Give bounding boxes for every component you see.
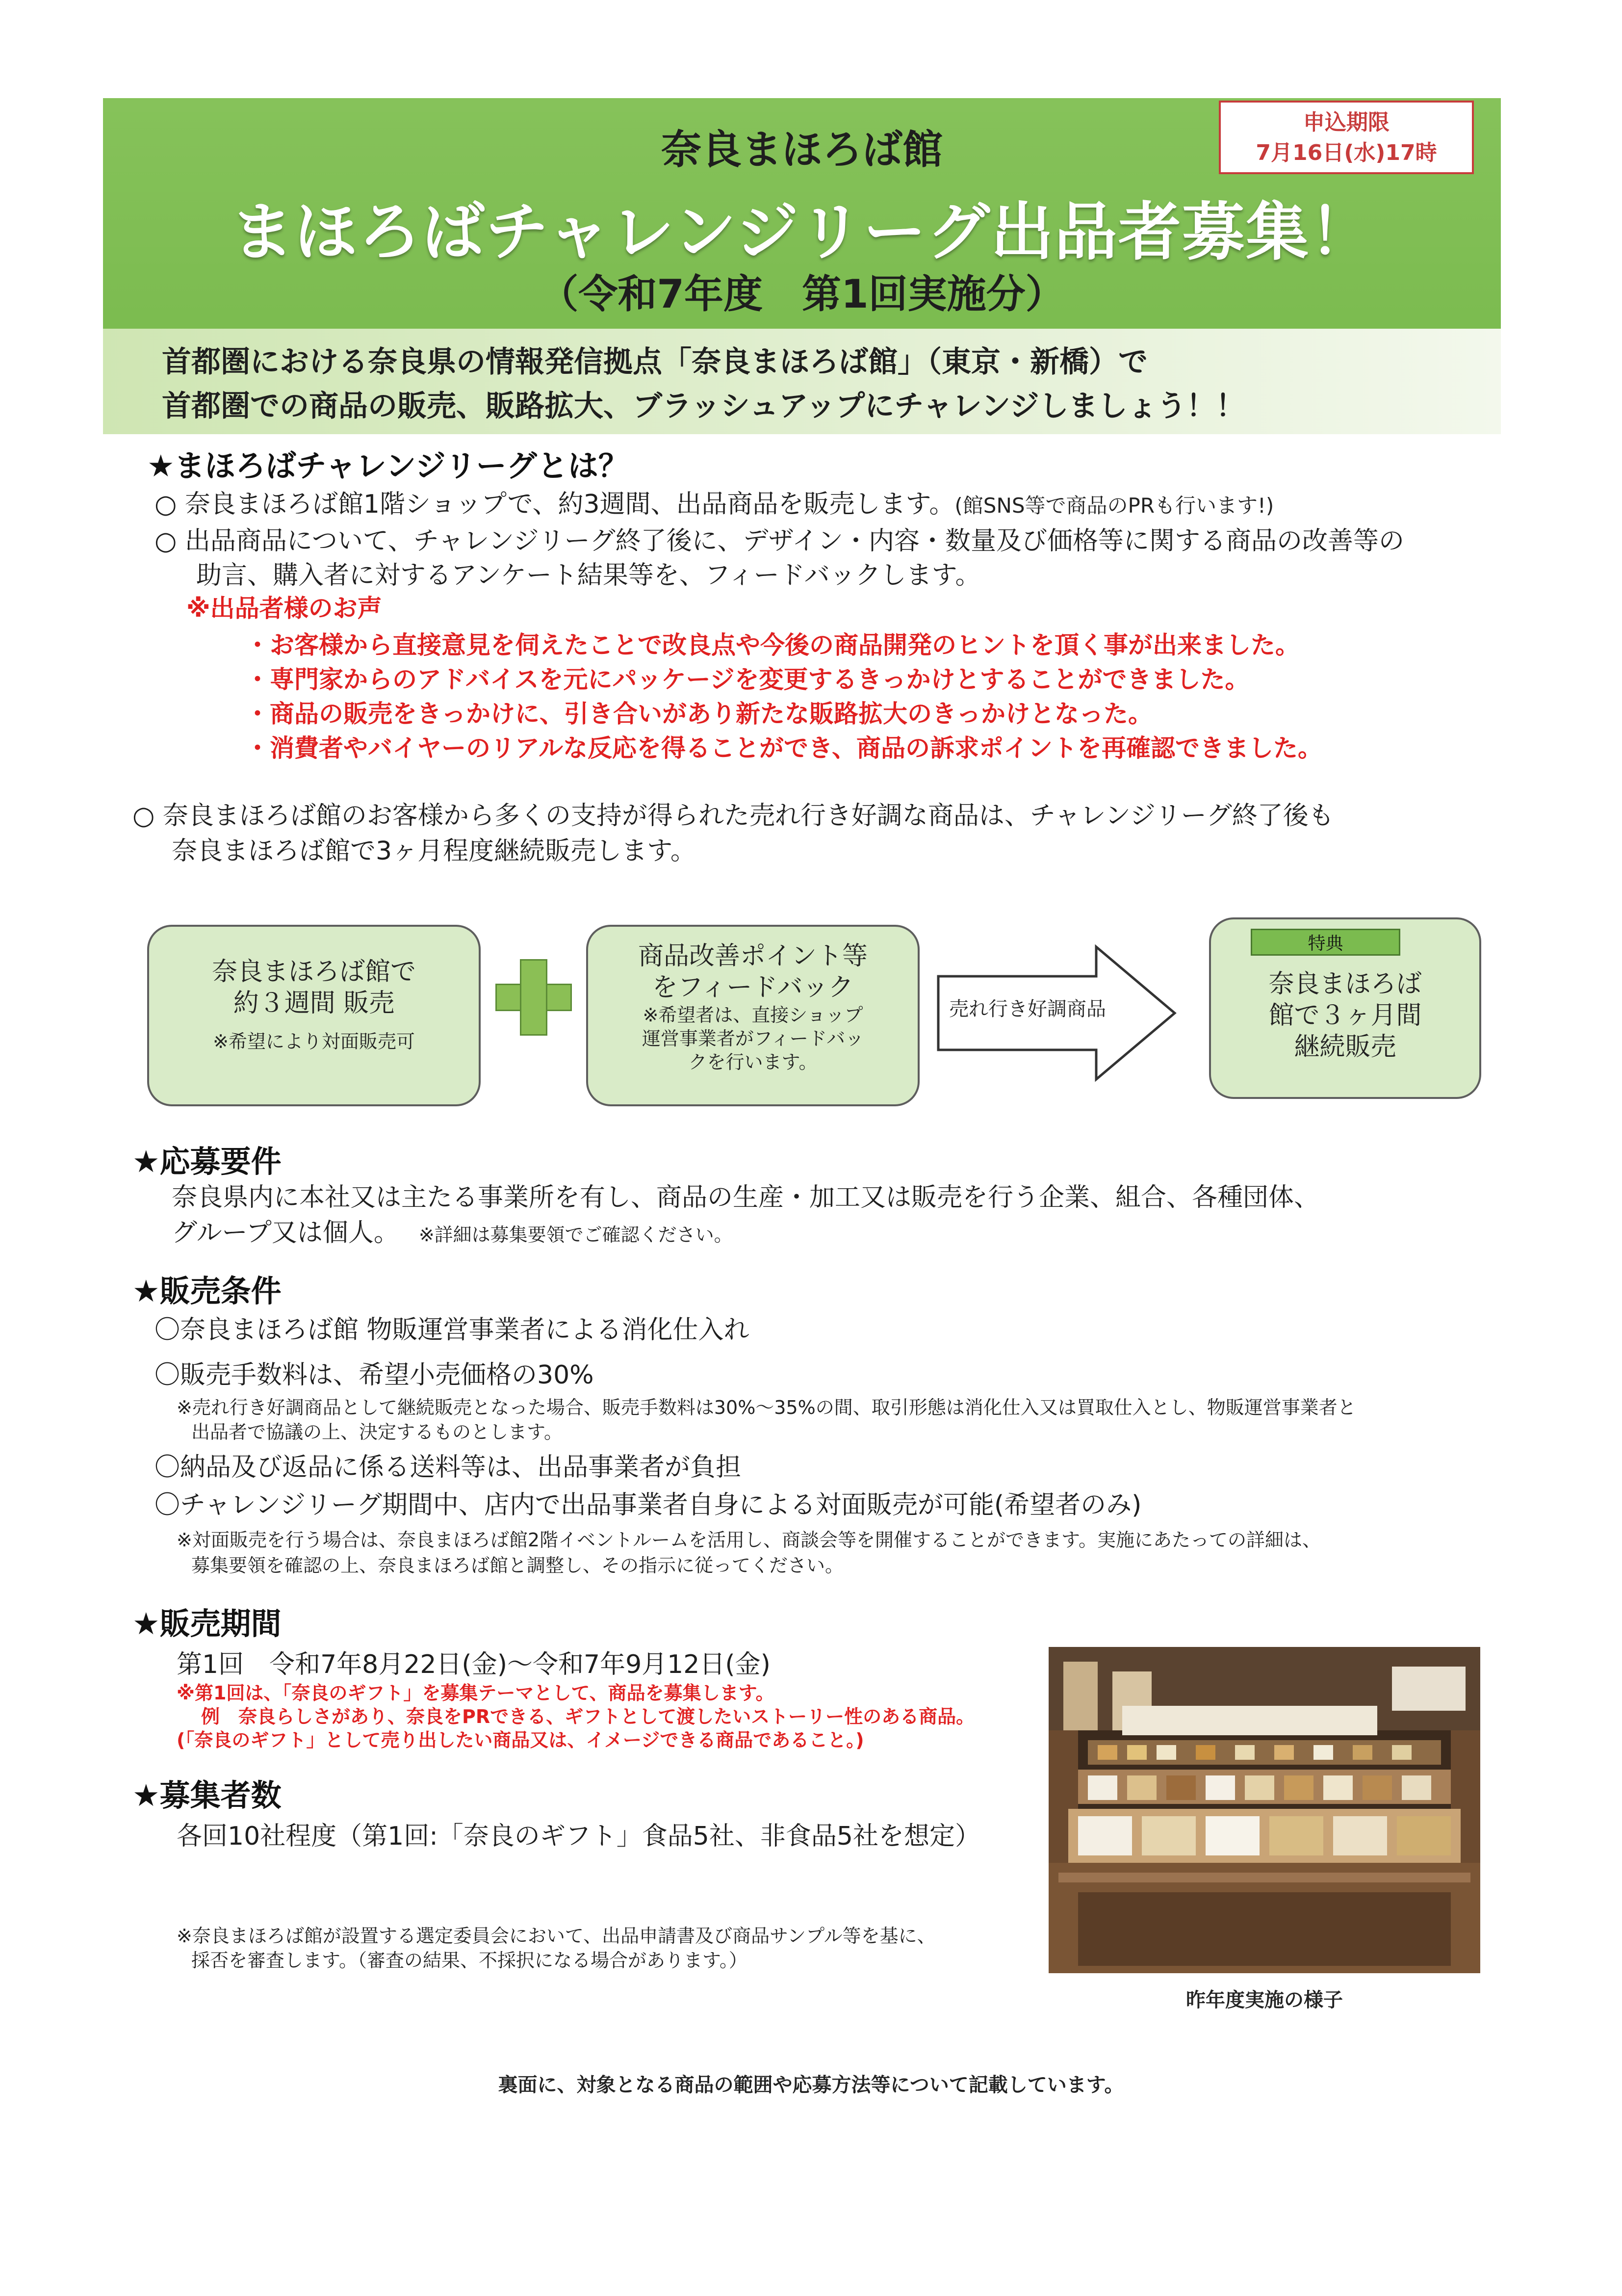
period-note-1: ※第1回は、「奈良のギフト」を募集テーマとして、商品を募集します。	[177, 1682, 774, 1704]
conditions-item-4: 〇チャレンジリーグ期間中、店内で出品事業者自身による対面販売が可能(希望者のみ)	[154, 1490, 1142, 1520]
about-item-3-line-1: ○ 奈良まほろば館のお客様から多くの支持が得られた売れ行き好調な商品は、チャレンジリーグ終了後も	[132, 801, 1334, 831]
recruit-heading: ★募集者数	[132, 1777, 282, 1813]
conditions-item-1: 〇奈良まほろば館 物販運営事業者による消化仕入れ	[154, 1315, 749, 1345]
intro-line-2: 首都圏での商品の販売、販路拡大、ブラッシュアップにチャレンジしましょう！！	[162, 389, 1245, 423]
flow-box-sales	[147, 925, 481, 1106]
period-line: 第1回 令和7年8月22日(金)～令和7年9月12日(金)	[177, 1650, 771, 1679]
about-heading: ★まほろばチャレンジリーグとは？	[147, 448, 629, 484]
about-item-1-note: (館SNS等で商品のPRも行います!)	[954, 494, 1274, 518]
photo-caption: 昨年度実施の様子	[1186, 1989, 1343, 2011]
flow-box-continue-line-2: 館で３ヶ月間	[1268, 1001, 1422, 1030]
conditions-item-4-note-1: ※対面販売を行う場合は、奈良まほろば館2階イベントルームを活用し、商談会等を開催することができます。実施にあたっての詳細は、	[177, 1529, 1321, 1551]
period-heading: ★販売期間	[132, 1606, 282, 1642]
flow-box-continue-line-3: 継続販売	[1294, 1032, 1396, 1062]
flow-box-feedback-note-1: ※希望者は、直接ショップ	[643, 1004, 863, 1026]
voice-item: ・お客様から直接意見を伺えたことで改良点や今後の商品開発のヒントを頂く事が出来ました。	[245, 631, 1300, 659]
flow-box-feedback-note-3: クを行います。	[688, 1051, 818, 1073]
conditions-item-4-note-2: 募集要領を確認の上、奈良まほろば館と調整し、その指示に従ってください。	[191, 1555, 844, 1576]
about-item-3-line-2: 奈良まほろば館で3ヶ月程度継続販売します。	[172, 836, 696, 866]
page-subtitle: （令和7年度 第1回実施分）	[539, 271, 1065, 317]
deadline-date: 7月16日(水)17時	[1256, 140, 1437, 165]
voice-item: ・商品の販売をきっかけに、引き合いがあり新たな販路拡大のきっかけとなった。	[245, 700, 1153, 728]
conditions-item-3: 〇納品及び返品に係る送料等は、出品事業者が負担	[154, 1453, 742, 1482]
voice-item: ・専門家からのアドバイスを元にパッケージを変更するきっかけとすることができました。	[245, 665, 1250, 694]
voice-heading: ※出品者様のお声	[186, 594, 382, 623]
arrow-label: 売れ行き好調商品	[949, 998, 1106, 1020]
requirements-line-2	[172, 1212, 733, 1249]
flow-box-sales-line-2: 約３週間 販売	[233, 989, 395, 1018]
about-item-2-line-2: 助言、購入者に対するアンケート結果等を、フィードバックします。	[196, 561, 981, 590]
conditions-item-2-note-2: 出品者で協議の上、決定するものとします。	[191, 1421, 563, 1443]
flow-box-feedback	[586, 925, 920, 1106]
requirements-line-1: 奈良県内に本社又は主たる事業所を有し、商品の生産・加工又は販売を行う企業、組合、各種団体、	[172, 1183, 1320, 1212]
page-title: まほろばチャレンジリーグ出品者募集！	[231, 196, 1373, 269]
intro-line-1: 首都圏における奈良県の情報発信拠点「奈良まほろば館」（東京・新橋）で	[162, 345, 1148, 379]
conditions-item-2: 〇販売手数料は、希望小売価格の30%	[154, 1360, 594, 1390]
recruit-note-1: ※奈良まほろば館が設置する選定委員会において、出品申請書及び商品サンプル等を基に、	[177, 1925, 936, 1947]
flow-box-feedback-line-2: をフィードバック	[652, 973, 854, 1002]
requirements-note: ※詳細は募集要領でご確認ください。	[418, 1224, 733, 1246]
recruit-note-2: 採否を審査します。（審査の結果、不採択になる場合があります。）	[191, 1950, 747, 1971]
flow-box-continue-line-1: 奈良まほろば	[1268, 969, 1422, 999]
about-item-1	[154, 483, 1274, 520]
recruit-line: 各回10社程度（第1回:「奈良のギフト」食品5社、非食品5社を想定）	[177, 1822, 980, 1851]
deadline-label: 申込期限	[1303, 110, 1390, 135]
flow-box-sales-note: ※希望により対面販売可	[213, 1031, 415, 1052]
period-note-2: 例 奈良らしさがあり、奈良をPRできる、ギフトとして渡したいストーリー性のある商品。	[201, 1706, 975, 1727]
footer-note: 裏面に、対象となる商品の範囲や応募方法等について記載しています。	[498, 2074, 1124, 2096]
flow-box-feedback-line-1: 商品改善ポイント等	[638, 941, 868, 971]
bonus-badge: 特典	[1251, 929, 1400, 956]
conditions-item-2-note-1: ※売れ行き好調商品として継続販売となった場合、販売手数料は30%～35%の間、取引形態は消化仕入又は買取仕入とし、物販運営事業者と	[177, 1397, 1356, 1418]
requirements-line-2-text: グループ又は個人。	[172, 1218, 399, 1248]
deadline-badge	[1219, 101, 1474, 174]
plus-icon	[520, 959, 547, 1036]
flow-box-feedback-note-2: 運営事業者がフィードバッ	[642, 1028, 864, 1049]
period-note-3: (「奈良のギフト」として売り出したい商品又は、イメージできる商品であること。)	[177, 1729, 864, 1751]
requirements-heading: ★応募要件	[132, 1144, 282, 1179]
venue-name: 奈良まほろば館	[661, 127, 943, 173]
shop-photo	[1049, 1647, 1480, 1973]
flow-box-sales-line-1: 奈良まほろば館で	[211, 957, 416, 987]
conditions-heading: ★販売条件	[132, 1273, 282, 1309]
voice-item: ・消費者やバイヤーのリアルな反応を得ることができ、商品の訴求ポイントを再確認できました。	[245, 734, 1322, 762]
about-item-1-text: ○ 奈良まほろば館1階ショップで、約3週間、出品商品を販売します。	[154, 490, 955, 519]
about-item-2-line-1: ○ 出品商品について、チャレンジリーグ終了後に、デザイン・内容・数量及び価格等に関する商品の改善等の	[154, 526, 1405, 556]
